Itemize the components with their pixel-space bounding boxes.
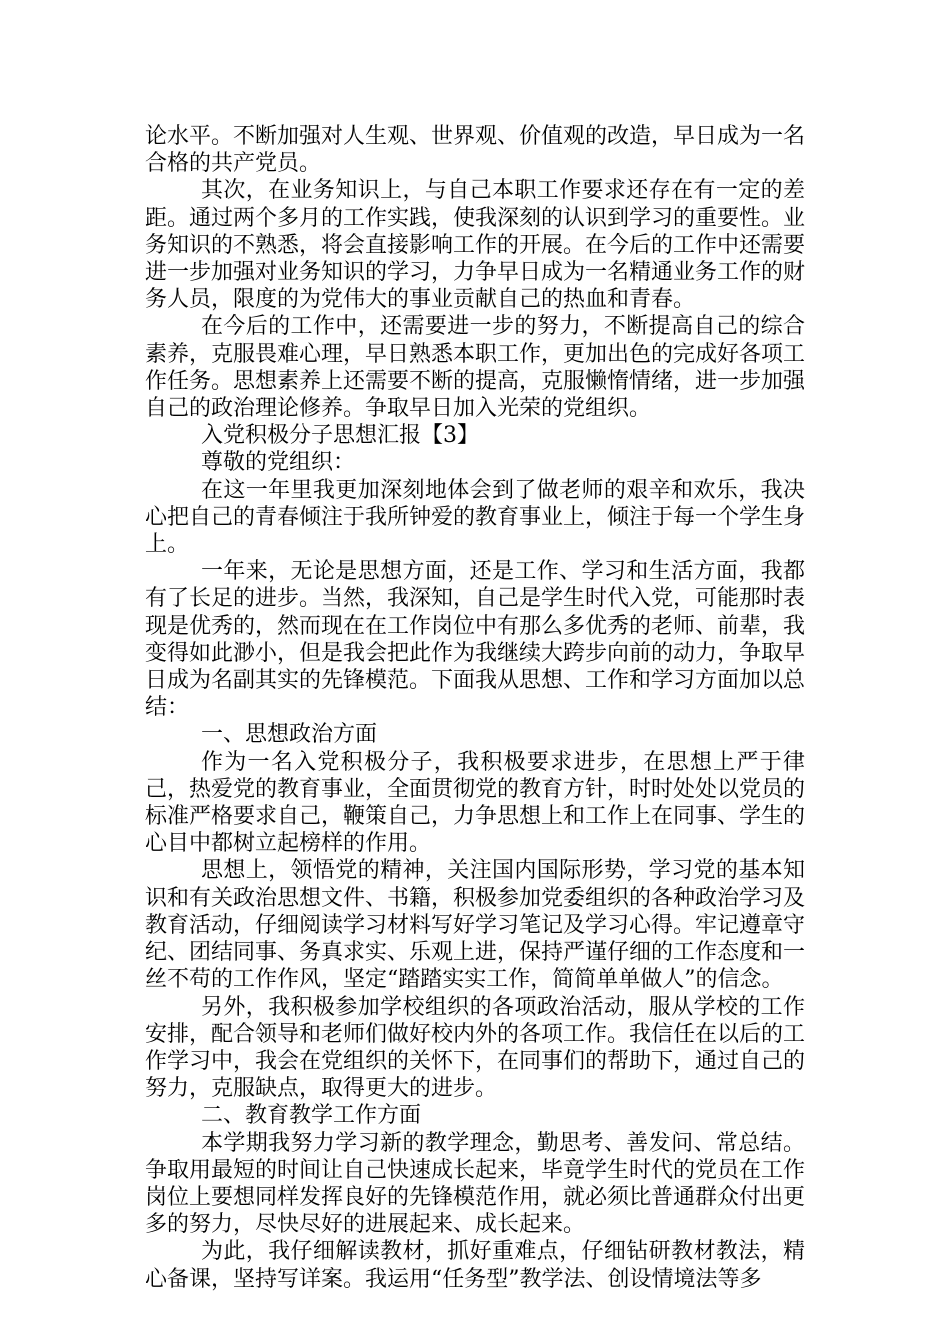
paragraph: 思想上，领悟党的精神，关注国内国际形势，学习党的基本知识和有关政治思想文件、书籍，积极参加党委组织的各种政治学习及教育活动，仔细阅读学习材料写好学习笔记及学习心得。牢记遵章守纪、团结同事、务真求实、乐观上进，保持严谨仔细的工作态度和一丝不苟的工作作风，坚定“踏踏实实工作，简简单单做人”的信念。: [145, 858, 806, 993]
paragraph: 其次，在业务知识上，与自己本职工作要求还存在有一定的差距。通过两个多月的工作实践，使我深刻的认识到学习的重要性。业务知识的不熟悉，将会直接影响工作的开展。在今后的工作中还需要进一步加强对业务知识的学习，力争早日成为一名精通业务工作的财务人员，限度的为党伟大的事业贡献自己的热血和青春。: [145, 178, 806, 313]
paragraph: 在今后的工作中，还需要进一步的努力，不断提高自己的综合素养，克服畏难心理，早日熟悉本职工作，更加出色的完成好各项工作任务。思想素养上还需要不断的提高，克服懒惰情绪，进一步加强自己的政治理论修养。争取早日加入光荣的党组织。: [145, 314, 806, 422]
paragraph: 二、教育教学工作方面: [201, 1103, 422, 1129]
paragraph: 在这一年里我更加深刻地体会到了做老师的艰辛和欢乐，我决心把自己的青春倾注于我所钟爱的教育事业上，倾注于每一个学生身上。: [145, 477, 806, 558]
paragraph: 尊敬的党组织：: [201, 450, 356, 476]
paragraph: 本学期我努力学习新的教学理念，勤思考、善发问、常总结。争取用最短的时间让自己快速成长起来，毕竟学生时代的党员在工作岗位上要想同样发挥良好的先锋模范作用，就必须比普通群众付出更多的努力，尽快尽好的进展起来、成长起来。: [145, 1130, 806, 1238]
document-page: [145, 123, 805, 1293]
paragraph: 论水平。不断加强对人生观、世界观、价值观的改造，早日成为一名合格的共产党员。: [145, 124, 806, 177]
paragraph: 一、思想政治方面: [201, 722, 378, 748]
paragraph: 作为一名入党积极分子，我积极要求进步，在思想上严于律己，热爱党的教育事业，全面贯彻党的教育方针，时时处处以党员的标准严格要求自己，鞭策自己，力争思想上和工作上在同事、学生的心目中都树立起榜样的作用。: [145, 749, 806, 857]
paragraph: 入党积极分子思想汇报【3】: [201, 423, 479, 449]
paragraph: 为此，我仔细解读教材，抓好重难点，仔细钻研教材教法，精心备课，坚持写详案。我运用“任务型”教学法、创设情境法等多: [145, 1239, 805, 1292]
paragraph: 另外，我积极参加学校组织的各项政治活动，服从学校的工作安排，配合领导和老师们做好校内外的各项工作。我信任在以后的工作学习中，我会在党组织的关怀下，在同事们的帮助下，通过自己的努力，克服缺点，取得更大的进步。: [145, 994, 806, 1102]
paragraph: 一年来，无论是思想方面，还是工作、学习和生活方面，我都有了长足的进步。当然，我深知，自己是学生时代入党，可能那时表现是优秀的，然而现在在工作岗位中有那么多优秀的老师、前辈，我变得如此渺小，但是我会把此作为我继续大跨步向前的动力，争取早日成为名副其实的先锋模范。下面我从思想、工作和学习方面加以总结：: [145, 559, 806, 721]
